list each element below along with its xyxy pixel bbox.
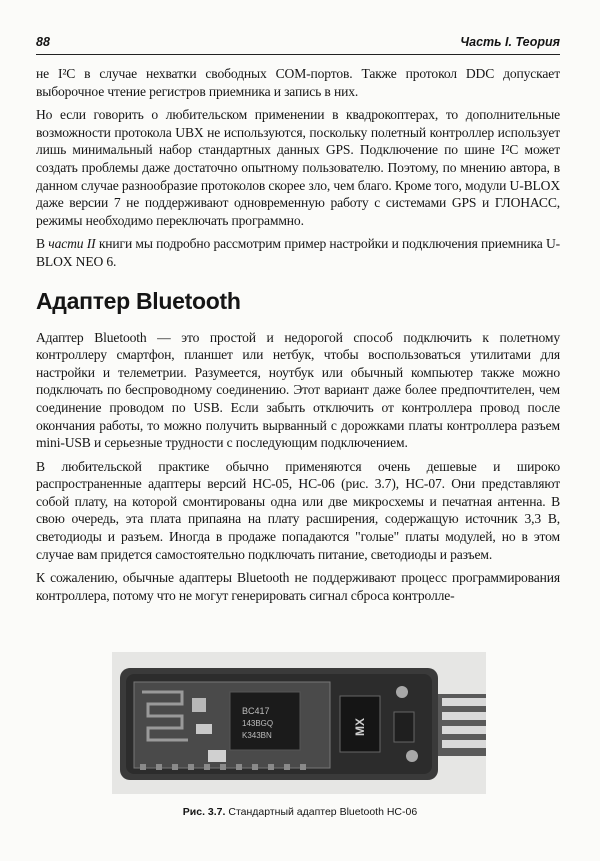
- section-heading: Адаптер Bluetooth: [36, 287, 241, 314]
- paragraph-6: К сожалению, обычные адаптеры Bluetooth не поддерживают процесс программирования контроллера, потому что не могут генерировать сигнал сброса контролле-: [36, 570, 560, 603]
- figure-caption: [0, 806, 600, 818]
- chip-label-3: K343BN: [242, 731, 272, 740]
- crystal: [208, 750, 226, 762]
- smd-component: [196, 724, 212, 734]
- page-header: [36, 35, 560, 53]
- flash-chip-logo: MX: [353, 718, 367, 736]
- header-rule: [36, 54, 560, 55]
- bluetooth-adapter-photo: [112, 652, 486, 794]
- paragraph-3: [36, 235, 560, 270]
- chip-label-2: 143BGQ: [242, 719, 274, 728]
- paragraph-5: В любительской практике обычно применяются очень дешевые и широко распространенные адаптеры версий HC-05, HC-06 (рис. 3.7), HC-07. Они представляют собой плату, на которой смонтированы одна или две микросхемы и печатная антенна. В свою очередь, эта плата припаяна на плату расширения, содержащую источник 3,3 В, светодиоды и разъем. Иногда в продаже попадаются "голые" платы модулей, но в этом случае вам придется самостоятельно подключать питание, светодиоды и разъем.: [36, 458, 560, 562]
- led: [396, 686, 408, 698]
- chip-label-1: BC417: [242, 706, 270, 716]
- regulator: [394, 712, 414, 742]
- smd-component: [192, 698, 206, 712]
- led: [406, 750, 418, 762]
- paragraph-2: Но если говорить о любительском применении в квадрокоптерах, то дополнительные возможности протокола UBX не используются, поскольку полетный контроллер использует лишь минимальный набор стандартных данных GPS. Подключение по шине I²C может создать проблемы даже достаточно опытному пользователю. Поэтому, по мнению автора, в данном случае разнообразие протоколов скорее зло, чем благо. Кроме того, модули U-BLOX даже версии 7 не поддерживают одновременную работу с системами GPS и ГЛОНАСС, режимы необходимо переключать программно.: [36, 107, 560, 228]
- caption-label: Рис. 3.7.: [182, 806, 226, 818]
- paragraph-3-end: книги мы подробно рассмотрим пример настройки и подключения приемника U-BLOX NEO 6.: [36, 236, 560, 269]
- paragraph-4: Адаптер Bluetooth — это простой и недорогой способ подключить к полетному контроллеру смартфон, планшет или нетбук, чтобы воспользоваться утилитами для настройки и телеметрии. Разумеется, ноутбук или обычный компьютер также можно подключать по беспроводному соединению. Этот вариант даже более предпочтителен, чем соединение проводом по USB. Если забыть отключить от контроллера провод после окончания работы, то можно получить вырванный с дорожками платы контроллера разъем mini-USB и серьезные трудности с последующим подключением.: [36, 329, 560, 451]
- page-number: 88: [36, 35, 50, 49]
- paragraph-3-start: В: [36, 236, 49, 252]
- section-title: Часть I. Теория: [460, 35, 560, 49]
- paragraph-3-emphasis: части II: [48, 236, 96, 252]
- paragraph-1: не I²C в случае нехватки свободных COM-портов. Также протокол DDC допускает выборочное чтение регистров приемника и запись в них.: [36, 66, 560, 99]
- caption-text: Стандартный адаптер Bluetooth HC-06: [228, 806, 418, 818]
- page-body: [36, 65, 560, 610]
